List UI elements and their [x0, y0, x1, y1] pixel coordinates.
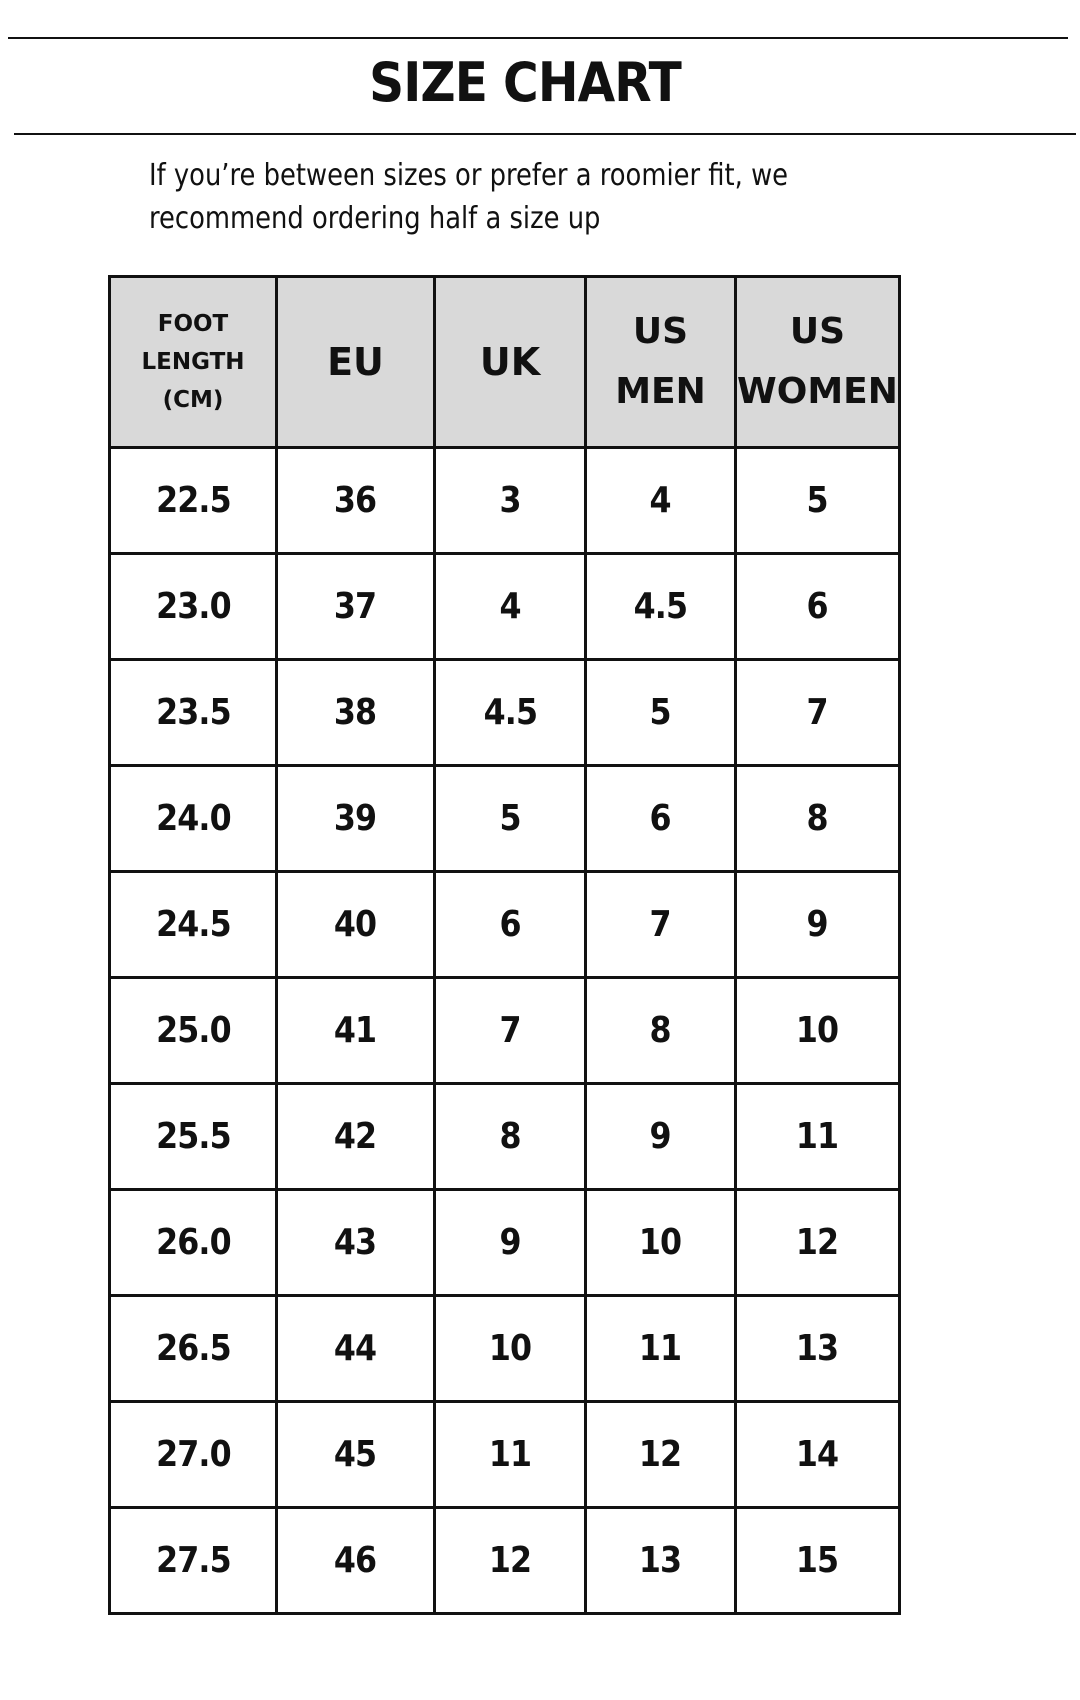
cell-foot-length [110, 1508, 277, 1614]
cell-value: 25.0 [155, 1010, 231, 1051]
cell-us-men [586, 448, 736, 554]
cell-value: 43 [334, 1222, 377, 1263]
cell-uk [435, 448, 586, 554]
cell-us-women [736, 766, 900, 872]
title-divider [14, 133, 1076, 135]
cell-value: 26.0 [155, 1222, 231, 1263]
size-chart-table [108, 275, 901, 1615]
cell-value: 12 [639, 1434, 682, 1475]
cell-eu [277, 1296, 435, 1402]
cell-value: 27.0 [155, 1434, 231, 1475]
cell-value: 42 [334, 1116, 377, 1157]
cell-eu [277, 660, 435, 766]
cell-foot-length [110, 1402, 277, 1508]
cell-value: 5 [499, 798, 521, 839]
cell-value: 39 [334, 798, 377, 839]
cell-us-men [586, 554, 736, 660]
header-foot-length-line3: (CM) [162, 387, 224, 413]
cell-value: 10 [488, 1328, 532, 1369]
cell-value: 12 [796, 1222, 839, 1263]
cell-eu [277, 1508, 435, 1614]
cell-value: 22.5 [155, 480, 231, 521]
cell-uk [435, 554, 586, 660]
cell-value: 23.0 [155, 586, 231, 627]
header-us-women [736, 277, 900, 448]
cell-value: 13 [796, 1328, 839, 1369]
cell-eu [277, 872, 435, 978]
cell-us-men [586, 1296, 736, 1402]
cell-value: 7 [806, 692, 829, 733]
header-foot-length-line2: LENGTH [141, 349, 245, 375]
cell-uk [435, 1190, 586, 1296]
cell-value: 12 [488, 1540, 532, 1581]
header-eu-label: EU [327, 340, 384, 384]
cell-value: 4.5 [633, 586, 688, 627]
header-us-men-line1: US [632, 311, 689, 352]
cell-value: 9 [806, 904, 829, 945]
cell-us-men [586, 660, 736, 766]
cell-value: 5 [806, 480, 829, 521]
cell-foot-length [110, 872, 277, 978]
cell-value: 4 [499, 586, 521, 627]
cell-us-women [736, 1402, 900, 1508]
cell-us-men [586, 872, 736, 978]
cell-value: 13 [639, 1540, 682, 1581]
cell-foot-length [110, 660, 277, 766]
header-uk [435, 277, 586, 448]
table-row [110, 554, 900, 660]
header-foot-length [110, 277, 277, 448]
cell-value: 27.5 [155, 1540, 231, 1581]
cell-us-women [736, 1508, 900, 1614]
cell-value: 11 [796, 1116, 839, 1157]
cell-us-men [586, 978, 736, 1084]
header-foot-length-line1: FOOT [157, 311, 229, 337]
table-row [110, 448, 900, 554]
cell-value: 25.5 [155, 1116, 231, 1157]
table-row [110, 660, 900, 766]
cell-value: 8 [499, 1116, 521, 1157]
cell-value: 14 [796, 1434, 839, 1475]
header-us-women-line2: WOMEN [737, 371, 898, 412]
cell-eu [277, 1190, 435, 1296]
size-rows [110, 448, 900, 1614]
cell-value: 24.5 [155, 904, 231, 945]
fit-recommendation-note: If you’re between sizes or prefer a roomier fit, we recommend ordering half a size up [149, 158, 789, 236]
cell-uk [435, 978, 586, 1084]
cell-us-women [736, 448, 900, 554]
cell-eu [277, 1084, 435, 1190]
cell-foot-length [110, 1190, 277, 1296]
table-row [110, 1190, 900, 1296]
cell-us-men [586, 766, 736, 872]
cell-value: 5 [649, 692, 672, 733]
cell-uk [435, 1402, 586, 1508]
cell-value: 41 [334, 1010, 377, 1051]
header-row [110, 277, 900, 448]
cell-value: 4 [649, 480, 672, 521]
table-row [110, 872, 900, 978]
cell-us-women [736, 872, 900, 978]
cell-value: 8 [649, 1010, 672, 1051]
cell-foot-length [110, 554, 277, 660]
cell-value: 36 [334, 480, 377, 521]
cell-uk [435, 1296, 586, 1402]
cell-value: 23.5 [155, 692, 231, 733]
cell-value: 11 [639, 1328, 682, 1369]
cell-value: 10 [796, 1010, 839, 1051]
table-row [110, 1296, 900, 1402]
top-divider [8, 37, 1068, 39]
cell-value: 38 [334, 692, 377, 733]
cell-value: 46 [334, 1540, 377, 1581]
cell-us-women [736, 1190, 900, 1296]
cell-value: 37 [334, 586, 377, 627]
cell-value: 8 [806, 798, 829, 839]
cell-us-women [736, 660, 900, 766]
header-eu [277, 277, 435, 448]
cell-eu [277, 766, 435, 872]
header-uk-label: UK [479, 340, 541, 384]
cell-us-women [736, 1084, 900, 1190]
cell-value: 6 [499, 904, 521, 945]
table-row [110, 1084, 900, 1190]
page-title: SIZE CHART [369, 51, 681, 114]
cell-foot-length [110, 1084, 277, 1190]
table-row [110, 978, 900, 1084]
cell-eu [277, 978, 435, 1084]
cell-value: 6 [649, 798, 672, 839]
cell-eu [277, 554, 435, 660]
cell-foot-length [110, 448, 277, 554]
cell-value: 10 [639, 1222, 682, 1263]
cell-value: 4.5 [483, 692, 537, 733]
cell-value: 9 [649, 1116, 672, 1157]
cell-us-men [586, 1402, 736, 1508]
header-us-men [586, 277, 736, 448]
cell-foot-length [110, 978, 277, 1084]
cell-value: 45 [334, 1434, 377, 1475]
cell-us-men [586, 1190, 736, 1296]
cell-value: 11 [488, 1434, 532, 1475]
cell-uk [435, 872, 586, 978]
cell-us-men [586, 1508, 736, 1614]
cell-value: 9 [499, 1222, 521, 1263]
cell-value: 3 [499, 480, 521, 521]
table-row [110, 766, 900, 872]
cell-value: 40 [334, 904, 377, 945]
cell-us-men [586, 1084, 736, 1190]
cell-value: 15 [796, 1540, 839, 1581]
cell-value: 24.0 [155, 798, 231, 839]
header-us-men-line2: MEN [615, 371, 706, 412]
table-row [110, 1402, 900, 1508]
cell-value: 7 [499, 1010, 521, 1051]
header-us-women-line1: US [789, 311, 846, 352]
cell-foot-length [110, 766, 277, 872]
cell-eu [277, 448, 435, 554]
cell-eu [277, 1402, 435, 1508]
cell-us-women [736, 1296, 900, 1402]
cell-value: 26.5 [155, 1328, 231, 1369]
cell-uk [435, 1084, 586, 1190]
cell-foot-length [110, 1296, 277, 1402]
cell-uk [435, 1508, 586, 1614]
cell-value: 44 [334, 1328, 377, 1369]
cell-us-women [736, 554, 900, 660]
table-row [110, 1508, 900, 1614]
cell-uk [435, 766, 586, 872]
cell-value: 7 [649, 904, 672, 945]
cell-uk [435, 660, 586, 766]
cell-us-women [736, 978, 900, 1084]
cell-value: 6 [806, 586, 829, 627]
